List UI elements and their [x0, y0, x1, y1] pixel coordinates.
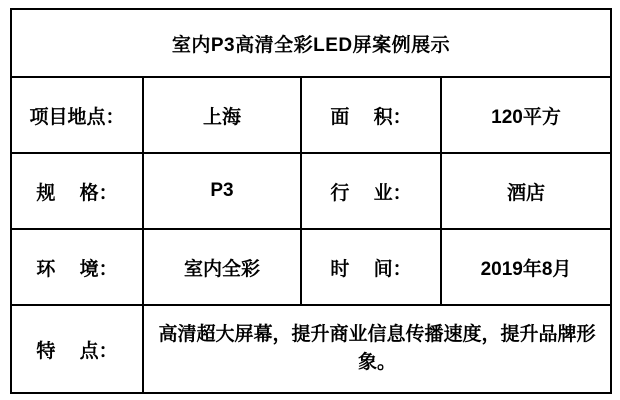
- row-value-time: 2019年8月: [441, 229, 611, 305]
- table-row: [11, 77, 611, 153]
- row-label-area: 面 积：: [301, 77, 441, 153]
- page-title: 室内P3高清全彩LED屏案例展示: [11, 9, 611, 77]
- row-value-location: 上海: [143, 77, 301, 153]
- row-label-environment: 环 境：: [11, 229, 143, 305]
- row-value-feature: 高清超大屏幕，提升商业信息传播速度，提升品牌形象。: [143, 305, 611, 393]
- row-label-feature: 特 点：: [11, 305, 143, 393]
- table-row: [11, 153, 611, 229]
- table-row-title: [11, 9, 611, 77]
- row-value-industry: 酒店: [441, 153, 611, 229]
- row-value-spec: P3: [143, 153, 301, 229]
- row-label-location: 项目地点：: [11, 77, 143, 153]
- row-value-area: 120平方: [441, 77, 611, 153]
- row-label-spec: 规 格：: [11, 153, 143, 229]
- row-value-environment: 室内全彩: [143, 229, 301, 305]
- table-row: [11, 229, 611, 305]
- table-row-feature: [11, 305, 611, 393]
- row-label-industry: 行 业：: [301, 153, 441, 229]
- row-label-time: 时 间：: [301, 229, 441, 305]
- spec-table: [10, 8, 612, 394]
